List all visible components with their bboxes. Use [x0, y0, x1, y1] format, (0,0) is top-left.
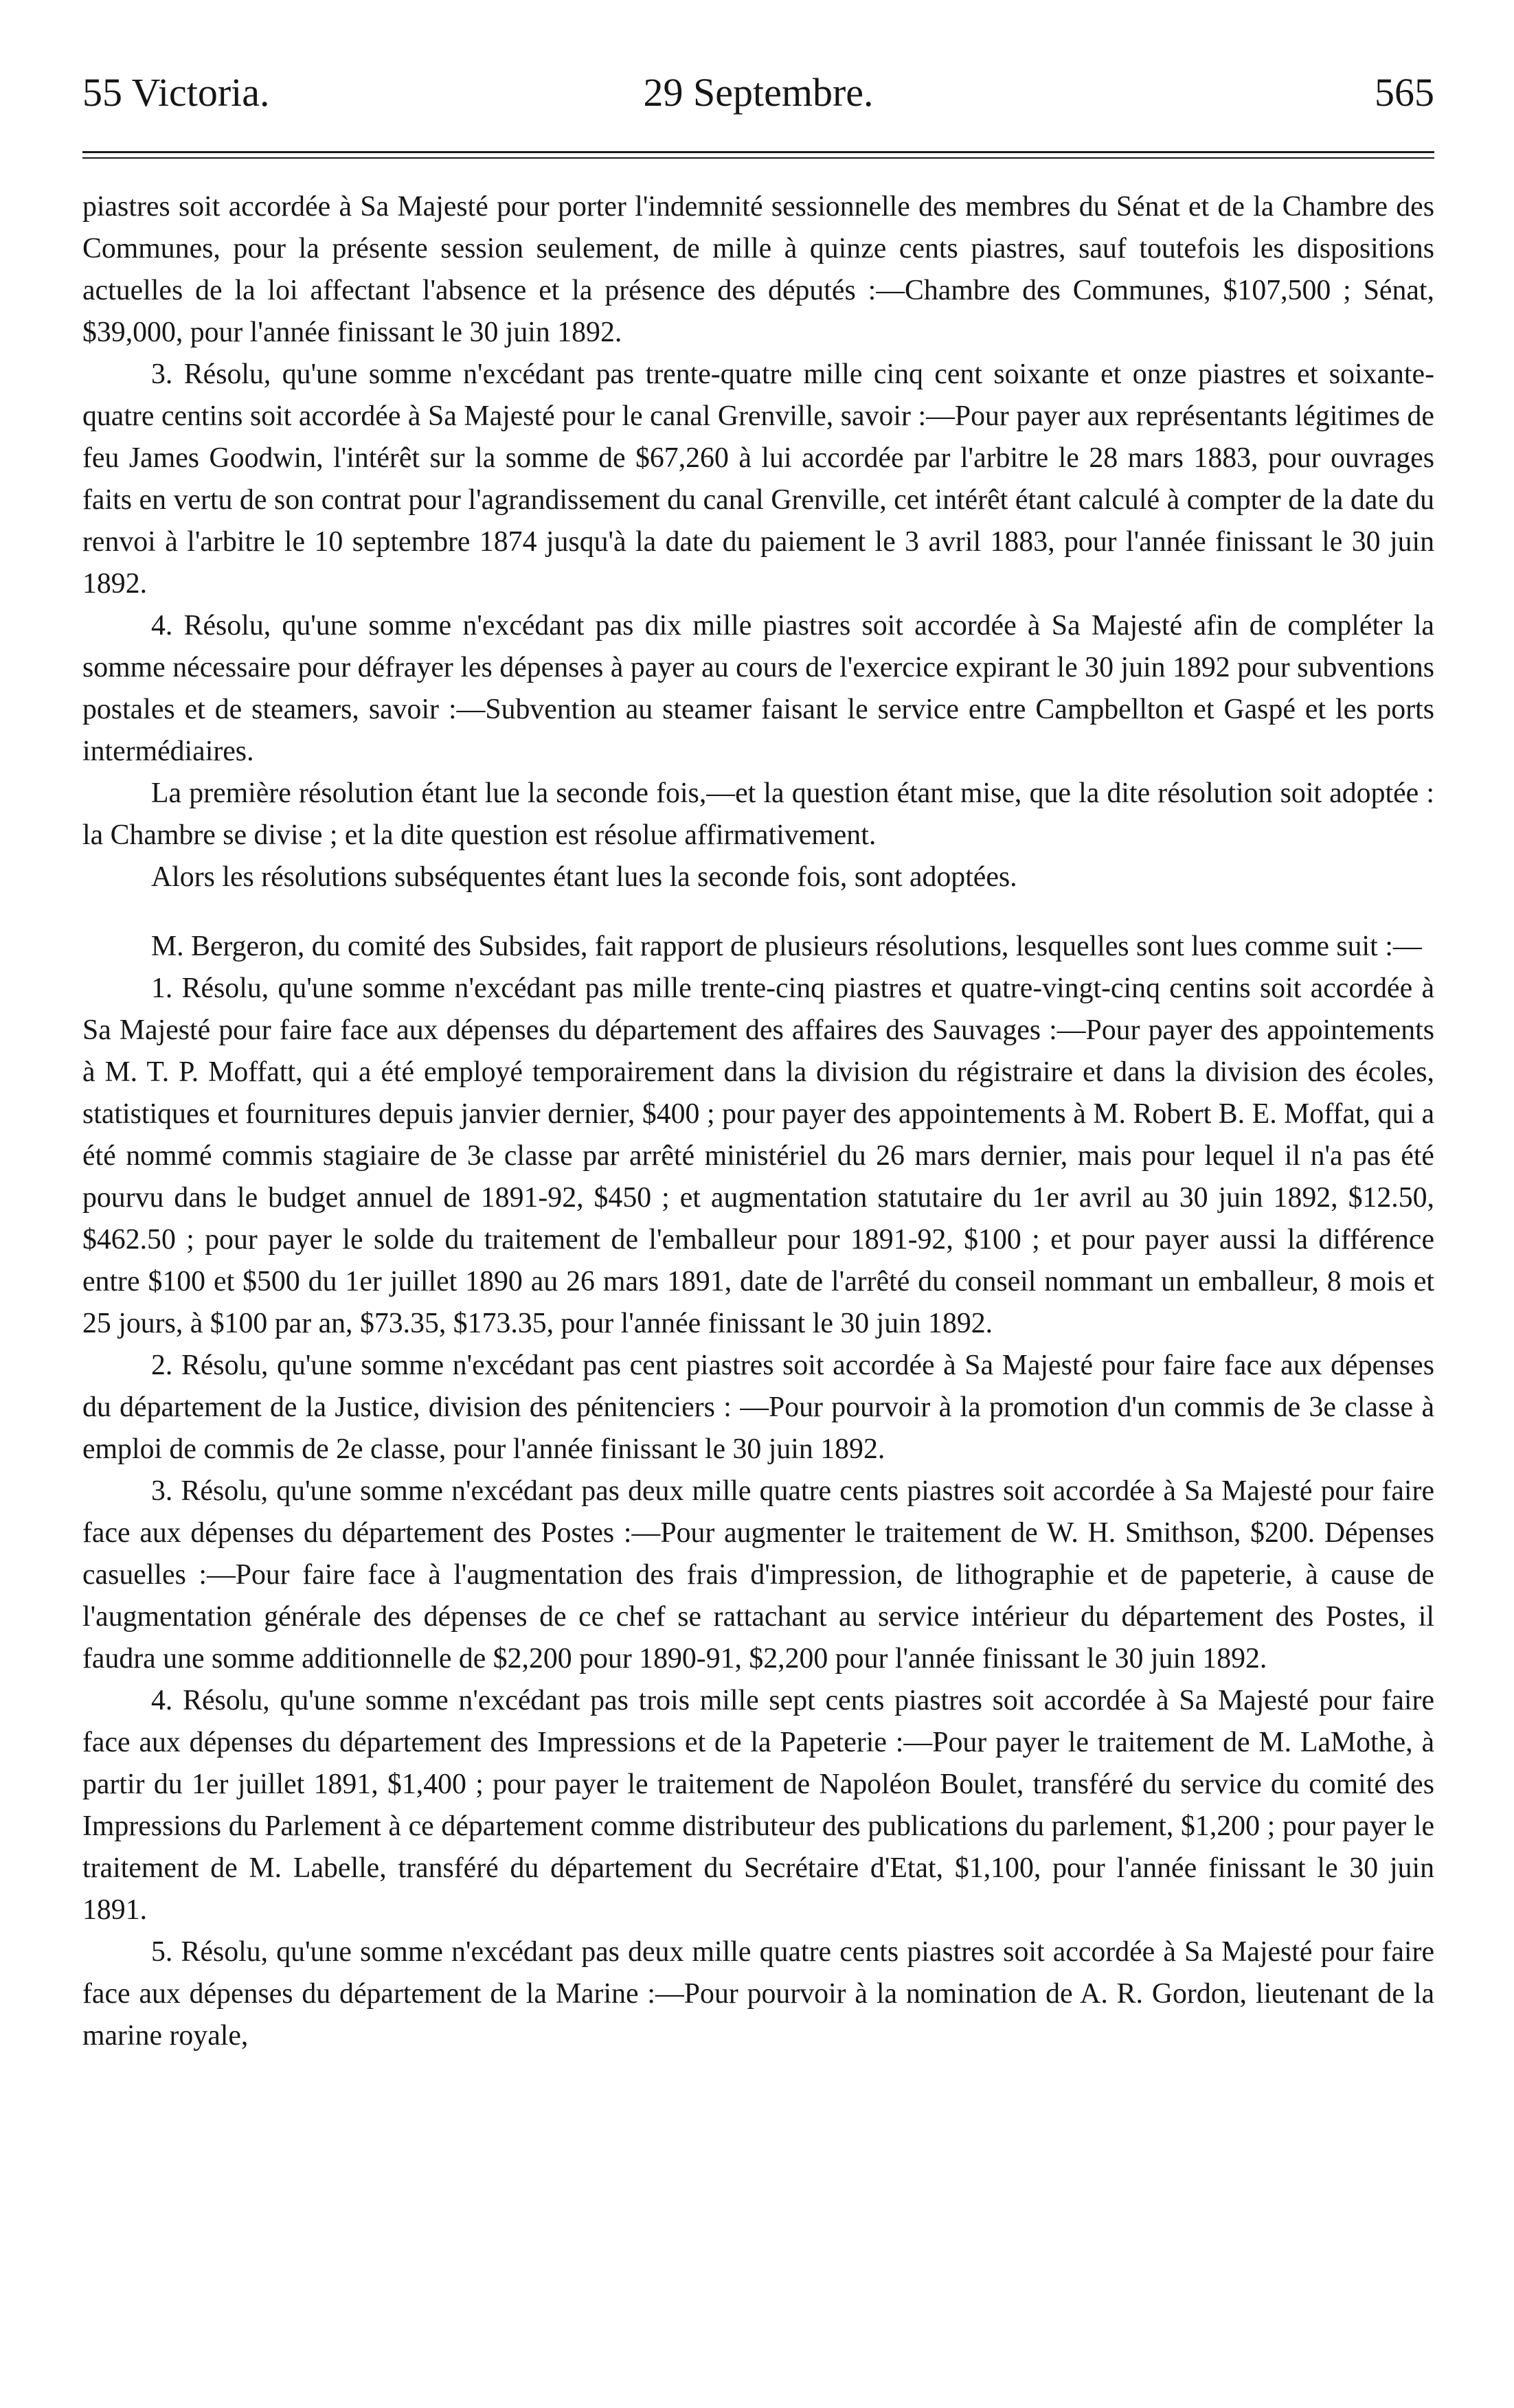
- paragraph-bergeron-report: M. Bergeron, du comité des Subsides, fait rapport de plusieurs résolutions, lesquelles sont lues comme suit :—: [151, 931, 1422, 962]
- paragraph-resolution-1-sauvages: 1. Résolu, qu'une somme n'excédant pas mille trente-cinq piastres et quatre-vingt-cinq centins soit accordée à Sa Majesté pour faire face aux dépenses du département des affaires des Sauvages :—Pour payer des appointements à M. T. P. Moffatt, qui a été employé temporairement dans la division du régistraire et dans la division des écoles, statistiques et fournitures depuis janvier dernier, $400 ; pour payer des appointements à M. Robert B. E. Moffat, qui a été nommé commis stagiaire de 3e classe par arrêté ministériel du 26 mars dernier, mais pour lequel il n'a pas été pourvu dans le budget annuel de 1891-92, $450 ; et augmentation statutaire du 1er avril au 30 juin 1892, $12.50, $462.50 ; pour payer le solde du traitement de l'emballeur pour 1891-92, $100 ; et pour payer aussi la différence entre $100 et $500 du 1er juillet 1890 au 26 mars 1891, date de l'arrêté du conseil nommant un emballeur, 8 mois et 25 jours, à $100 par an, $73.35, $173.35, pour l'année finissant le 30 juin 1892.: [82, 973, 1434, 1339]
- header-date: 29 Septembre.: [643, 70, 874, 115]
- header-rule: [82, 151, 1434, 159]
- document-page: [82, 65, 1434, 2057]
- paragraph-continuation: piastres soit accordée à Sa Majesté pour porter l'indemnité sessionnelle des membres du Sénat et de la Chambre des Communes, pour la présente session seulement, de mille à quinze cents piastres, sauf toutefois les dispositions actuelles de la loi affectant l'absence et la présence des députés :—Chambre des Communes, $107,500 ; Sénat, $39,000, pour l'année finissant le 30 juin 1892.: [82, 191, 1434, 348]
- header-session: 55 Victoria.: [82, 70, 270, 115]
- paragraph-resolution-3-canal-grenville: 3. Résolu, qu'une somme n'excédant pas trente-quatre mille cinq cent soixante et onze piastres et soixante-quatre centins soit accordée à Sa Majesté pour le canal Grenville, savoir :—Pour payer aux représentants légitimes de feu James Goodwin, l'intérêt sur la somme de $67,260 à lui accordée par l'arbitre le 28 mars 1883, pour ouvrages faits en vertu de son contrat pour l'agrandissement du canal Grenville, cet intérêt étant calculé à compter de la date du renvoi à l'arbitre le 10 septembre 1874 jusqu'à la date du paiement le 3 avril 1883, pour l'année finissant le 30 juin 1892.: [82, 359, 1434, 600]
- page-number: 565: [1375, 70, 1434, 115]
- paragraph-resolution-4-impressions: 4. Résolu, qu'une somme n'excédant pas trois mille sept cents piastres soit accordée à Sa Majesté pour faire face aux dépenses du département des Impressions et de la Papeterie :—Pour payer le traitement de M. LaMothe, à partir du 1er juillet 1891, $1,400 ; pour payer le traitement de Napoléon Boulet, transféré du service du comité des Impressions du Parlement à ce département comme distributeur des publications du parlement, $1,200 ; pour payer le traitement de M. Labelle, transféré du département du Secrétaire d'Etat, $1,100, pour l'année finissant le 30 juin 1891.: [82, 1685, 1434, 1926]
- paragraph-first-resolution-vote: La première résolution étant lue la seconde fois,—et la question étant mise, que la dite résolution soit adoptée : la Chambre se divise ; et la dite question est résolue affirmativement.: [82, 777, 1434, 851]
- paragraph-resolution-2-justice: 2. Résolu, qu'une somme n'excédant pas cent piastres soit accordée à Sa Majesté pour faire face aux dépenses du département de la Justice, division des pénitenciers : —Pour pourvoir à la promotion d'un commis de 3e classe à emploi de commis de 2e classe, pour l'année finissant le 30 juin 1892.: [82, 1350, 1434, 1465]
- running-head: [82, 65, 1434, 120]
- paragraph-subsequent-resolutions: Alors les résolutions subséquentes étant lues la seconde fois, sont adoptées.: [151, 861, 1017, 893]
- paragraph-resolution-5-marine: 5. Résolu, qu'une somme n'excédant pas deux mille quatre cents piastres soit accordée à Sa Majesté pour faire face aux dépenses du département de la Marine :—Pour pourvoir à la nomination de A. R. Gordon, lieutenant de la marine royale,: [82, 1936, 1434, 2052]
- body-text: [82, 186, 1434, 2057]
- paragraph-resolution-3-postes: 3. Résolu, qu'une somme n'excédant pas deux mille quatre cents piastres soit accordée à Sa Majesté pour faire face aux dépenses du département des Postes :—Pour augmenter le traitement de W. H. Smithson, $200. Dépenses casuelles :—Pour faire face à l'augmentation des frais d'impression, de lithographie et de papeterie, à cause de l'augmentation générale des dépenses de ce chef se rattachant au service intérieur du département des Postes, il faudra une somme additionnelle de $2,200 pour 1890-91, $2,200 pour l'année finissant le 30 juin 1892.: [82, 1475, 1434, 1674]
- paragraph-resolution-4-subventions: 4. Résolu, qu'une somme n'excédant pas dix mille piastres soit accordée à Sa Majesté afin de compléter la somme nécessaire pour défrayer les dépenses à payer au cours de l'exercice expirant le 30 juin 1892 pour subventions postales et de steamers, savoir :—Subvention au steamer faisant le service entre Campbellton et Gaspé et les ports intermédiaires.: [82, 610, 1434, 767]
